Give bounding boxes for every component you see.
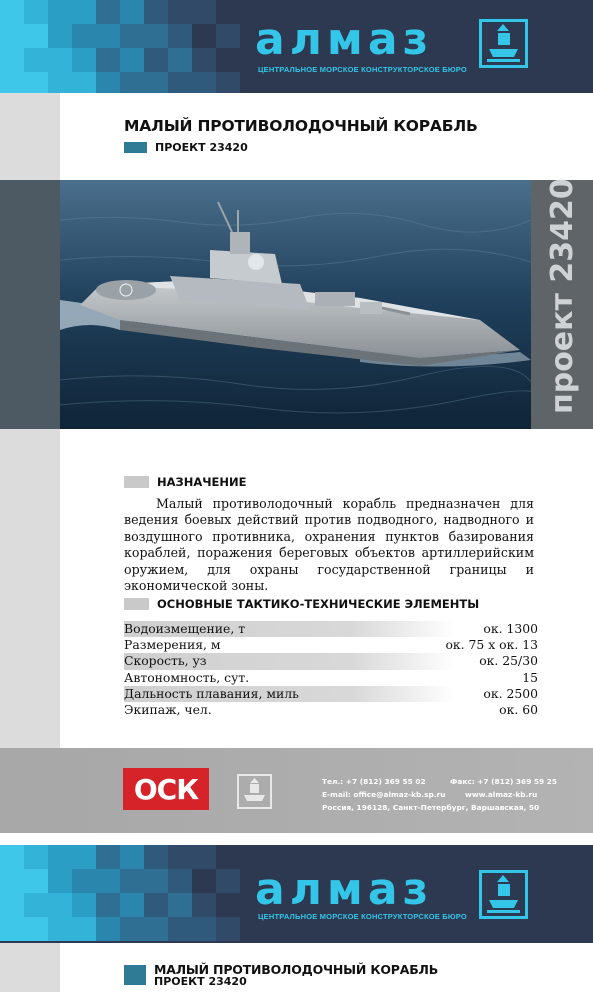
- mosaic-tile: [72, 869, 96, 893]
- mosaic-tile: [120, 24, 144, 48]
- mosaic-tile: [216, 24, 240, 48]
- mosaic-tile: [168, 48, 192, 72]
- mosaic-tile: [24, 0, 48, 24]
- spec-label: Экипаж, чел.: [124, 701, 212, 717]
- mosaic-tile: [168, 845, 192, 869]
- almaz-logo-text: алмаз: [255, 14, 434, 65]
- ship-emblem-icon: [479, 19, 528, 68]
- mosaic-tile: [120, 0, 144, 24]
- mosaic-tile: [168, 917, 192, 941]
- mosaic-tile: [48, 24, 72, 48]
- mosaic-tile: [192, 0, 216, 24]
- header-subtitle: ЦЕНТРАЛЬНОЕ МОРСКОЕ КОНСТРУКТОРСКОЕ БЮРО: [258, 912, 467, 921]
- mosaic-tile: [120, 72, 144, 93]
- mosaic-tile: [24, 917, 48, 941]
- almaz-logo-text: алмаз: [255, 864, 434, 915]
- mosaic-tile: [72, 48, 96, 72]
- mosaic-tile: [0, 869, 24, 893]
- mosaic-tile: [192, 48, 216, 72]
- purpose-heading: НАЗНАЧЕНИЕ: [157, 475, 247, 489]
- project-label: ПРОЕКТ 23420: [154, 975, 247, 988]
- mosaic-tile: [96, 917, 120, 941]
- left-stripe: [0, 943, 60, 992]
- mosaic-tile: [48, 869, 72, 893]
- mosaic-tile: [168, 869, 192, 893]
- spec-label: Автономность, сут.: [124, 669, 250, 685]
- mosaic-tile: [24, 48, 48, 72]
- contact-address: Россия, 196128, Санкт-Петербург, Варшавская, 50: [322, 803, 540, 812]
- mosaic-tile: [72, 0, 96, 24]
- spec-row: [124, 670, 538, 686]
- spec-row: [124, 621, 538, 637]
- spec-value: ок. 1300: [483, 621, 538, 636]
- mosaic-tile: [120, 893, 144, 917]
- spec-row: [124, 702, 538, 718]
- mosaic-tile: [144, 24, 168, 48]
- left-stripe: [0, 93, 60, 180]
- mosaic-tile: [144, 869, 168, 893]
- mosaic-tile: [0, 893, 24, 917]
- spec-label: Размерения, м: [124, 637, 221, 653]
- mosaic-tile: [0, 72, 24, 93]
- contact-website[interactable]: www.almaz-kb.ru: [465, 790, 538, 799]
- mosaic-tile: [144, 48, 168, 72]
- page-gap: [0, 833, 593, 845]
- mosaic-tile: [48, 48, 72, 72]
- mosaic-tile: [120, 917, 144, 941]
- mosaic-tile: [0, 24, 24, 48]
- spec-label: Дальность плавания, миль: [124, 685, 299, 701]
- page-title: МАЛЫЙ ПРОТИВОЛОДОЧНЫЙ КОРАБЛЬ: [124, 117, 478, 135]
- spec-row: [124, 653, 538, 669]
- spec-row: [124, 637, 538, 653]
- mosaic-tile: [216, 917, 240, 941]
- mosaic-tile: [96, 0, 120, 24]
- spec-value: ок. 60: [499, 701, 538, 717]
- spec-value: ок. 75 х ок. 13: [445, 637, 538, 653]
- mosaic-tile: [72, 917, 96, 941]
- spec-label: Водоизмещение, т: [124, 621, 246, 636]
- mosaic-tile: [48, 72, 72, 93]
- mosaic-tile: [48, 917, 72, 941]
- mosaic-tile: [144, 917, 168, 941]
- mosaic-tile: [72, 24, 96, 48]
- spec-label: Скорость, уз: [124, 653, 207, 669]
- osk-logo: [123, 768, 209, 810]
- purpose-text: Малый противолодочный корабль предназначен для ведения боевых действий против подводного, надводного и воздушного противника, охранения пунктов базирования кораблей, поражения береговых объектов артиллерийским оружием, для охраны государственной границы и экономической зоны.: [124, 496, 534, 594]
- contact-fax: Факс: +7 (812) 369 59 25: [450, 777, 558, 786]
- mosaic-tile: [216, 845, 240, 869]
- mosaic-tile: [96, 869, 120, 893]
- mosaic-tile: [216, 869, 240, 893]
- mosaic-tile: [168, 72, 192, 93]
- spec-row: [124, 686, 538, 702]
- contact-email[interactable]: E-mail: office@almaz-kb.sp.ru: [322, 790, 446, 799]
- mosaic-tile: [24, 845, 48, 869]
- header-banner: [0, 845, 593, 943]
- specs-heading: ОСНОВНЫЕ ТАКТИКО-ТЕХНИЧЕСКИЕ ЭЛЕМЕНТЫ: [157, 597, 480, 611]
- mosaic-tile: [120, 869, 144, 893]
- osk-logo-text: ОСК: [133, 772, 199, 806]
- mosaic-tile: [192, 917, 216, 941]
- mosaic-tile: [168, 893, 192, 917]
- mosaic-tile: [96, 24, 120, 48]
- mosaic-tile: [48, 893, 72, 917]
- mosaic-tile: [120, 48, 144, 72]
- spec-value: ок. 25/30: [479, 653, 538, 669]
- section-marker: [124, 598, 149, 610]
- side-panel: [531, 180, 593, 429]
- mosaic-tile: [192, 869, 216, 893]
- ship-photo: [60, 180, 531, 429]
- mosaic-tile: [216, 893, 240, 917]
- mosaic-tile: [168, 24, 192, 48]
- mosaic-tile: [144, 845, 168, 869]
- pixel-mosaic: [0, 845, 240, 941]
- mosaic-tile: [216, 48, 240, 72]
- mosaic-tile: [96, 845, 120, 869]
- mosaic-tile: [216, 0, 240, 24]
- mosaic-tile: [24, 893, 48, 917]
- page-title: МАЛЫЙ ПРОТИВОЛОДОЧНЫЙ КОРАБЛЬ: [154, 962, 439, 977]
- spec-value: ок. 2500: [483, 685, 538, 701]
- project-marker: [124, 965, 146, 985]
- mosaic-tile: [48, 845, 72, 869]
- mosaic-tile: [192, 845, 216, 869]
- mosaic-tile: [72, 845, 96, 869]
- mosaic-tile: [24, 869, 48, 893]
- specs-table: [124, 621, 538, 718]
- side-project-label: проект 23420: [545, 178, 580, 414]
- mosaic-tile: [192, 72, 216, 93]
- mosaic-tile: [0, 845, 24, 869]
- header-banner: [0, 0, 593, 93]
- mosaic-tile: [0, 48, 24, 72]
- mosaic-tile: [24, 72, 48, 93]
- mosaic-tile: [144, 893, 168, 917]
- mosaic-tile: [192, 24, 216, 48]
- mosaic-tile: [0, 917, 24, 941]
- pixel-mosaic: [0, 0, 240, 93]
- mosaic-tile: [72, 893, 96, 917]
- ship-emblem-icon: [479, 870, 528, 919]
- mosaic-tile: [144, 72, 168, 93]
- mosaic-tile: [144, 0, 168, 24]
- mosaic-tile: [120, 845, 144, 869]
- header-subtitle: ЦЕНТРАЛЬНОЕ МОРСКОЕ КОНСТРУКТОРСКОЕ БЮРО: [258, 65, 467, 74]
- mosaic-tile: [0, 0, 24, 24]
- left-stripe: [0, 429, 60, 748]
- mosaic-tile: [192, 893, 216, 917]
- project-marker: [124, 142, 147, 153]
- mosaic-tile: [96, 893, 120, 917]
- mosaic-tile: [48, 0, 72, 24]
- section-marker: [124, 476, 149, 488]
- ship-emblem-icon: [237, 774, 272, 809]
- contact-phone: Тел.: +7 (812) 369 55 02: [322, 777, 426, 786]
- mosaic-tile: [24, 24, 48, 48]
- mosaic-tile: [96, 72, 120, 93]
- project-label: ПРОЕКТ 23420: [155, 141, 248, 154]
- mosaic-tile: [96, 48, 120, 72]
- mosaic-tile: [216, 72, 240, 93]
- mosaic-tile: [72, 72, 96, 93]
- mosaic-tile: [168, 0, 192, 24]
- spec-value: 15: [522, 669, 538, 685]
